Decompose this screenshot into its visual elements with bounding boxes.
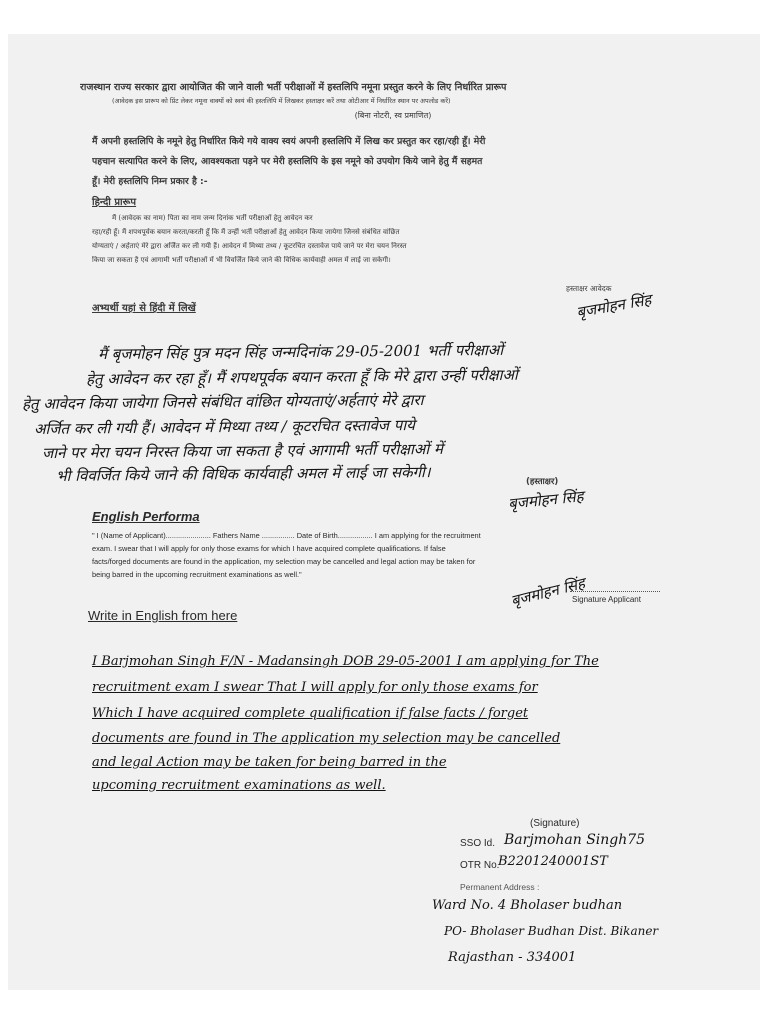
english-hand-line-2: recruitment exam I swear That I will apply for only those exams for (92, 680, 538, 695)
hindi-hand-line-1: मैं बृजमोहन सिंह पुत्र मदन सिंह जन्मदिनांक 29-05-2001 भर्ती परीक्षाओं (97, 340, 504, 364)
hindi-hand-signature: बृजमोहन सिंह (507, 487, 585, 513)
sso-value: Barjmohan Singh75 (504, 832, 646, 848)
intro-line-2: पहचान सत्यापित करने के लिए, आवश्यकता पड़ने पर मेरी हस्तलिपि के इस नमूने को उपयोग किये जाने हेतु मैं सहमत (92, 156, 483, 167)
section-title-hindi: हिन्दी प्रारूप (92, 197, 137, 208)
hindi-sig-label: हस्ताक्षर आवेदक (566, 284, 612, 293)
format-line-4: किया जा सकता है एवं आगामी भर्ती परीक्षाओं में भी विवर्जित किये जाने की विधिक कार्यवाही अमल में लाई जा सकेगी। (92, 256, 391, 264)
english-hand-line-3: Which I have acquired complete qualification if false facts / forget (92, 706, 529, 721)
address-line-2: PO- Bholaser Budhan Dist. Bikaner (444, 924, 659, 938)
english-hand-line-1: I Barjmohan Singh F/N - Madansingh DOB 29-05-2001 I am applying for The (92, 654, 599, 669)
performa-line-4: being barred in the upcoming recruitment examinations as well." (92, 570, 302, 579)
address-line-3: Rajasthan - 334001 (448, 950, 577, 965)
performa-line-3: facts/forged documents are found in the application, my selection may be cancelled and legal action may be taken for (92, 557, 476, 566)
hindi-hand-line-6: भी विवर्जित किये जाने की विधिक कार्यवाही अमल में लाई जा सकेगी। (55, 463, 431, 485)
signature-line (570, 591, 660, 592)
hindi-hand-line-5: जाने पर मेरा चयन निरस्त किया जा सकता है एवं आगामी भर्ती परीक्षाओं में (41, 439, 444, 463)
intro-line-1: मैं अपनी हस्तलिपि के नमूने हेतु निर्धारित किये गये वाक्य स्वयं अपनी हस्तलिपि में लिख कर प्रस्तुत कर रहा/रही हूँ। मेरी (92, 136, 486, 147)
performa-line-1: " I (Name of Applicant)...................... Fathers Name ................ Date of Birth................. I am applying for the recruitment (92, 531, 481, 540)
header-subtitle: (आवेदक इस प्रारूप को प्रिंट लेकर नमूना वाक्यों को स्वयं की हस्तलिपि में लिखकर हस्ताक्षर करें तथा ओटीआर में निर्धारित स्थान पर अपलोड करें) (112, 97, 451, 105)
address-line-1: Ward No. 4 Bholaser budhan (432, 898, 623, 913)
otr-label: OTR No. (460, 860, 500, 871)
intro-line-3: हूँ। मेरी हस्तलिपि निम्न प्रकार है :- (92, 176, 208, 187)
english-signature: बृजमोहन सिंह (508, 574, 587, 610)
hindi-signature: बृजमोहन सिंह (575, 290, 653, 322)
english-hand-line-6: upcoming recruitment examinations as well. (92, 778, 386, 793)
english-write-label: Write in English from here (88, 608, 238, 623)
sso-label: SSO Id. (460, 838, 496, 849)
footer-signature-label: (Signature) (530, 818, 580, 829)
header-title: राजस्थान राज्य सरकार द्वारा आयोजित की जाने वाली भर्ती परीक्षाओं में हस्तलिपि नमूना प्रस्तुत करने के लिए निर्धारित प्रारूप (80, 82, 507, 93)
hindi-hand-line-4: अर्जित कर ली गयी हैं। आवेदन में मिथ्या तथ्य / कूटरचित दस्तावेज पाये (33, 416, 415, 438)
english-hand-line-4: documents are found in The application my selection may be cancelled (92, 731, 561, 746)
hindi-write-label: अभ्यर्थी यहां से हिंदी में लिखें (92, 303, 196, 314)
format-line-2: रहा/रही हूँ। मैं शपथपूर्वक बयान करता/करती हूँ कि मैं उन्हीं भर्ती परीक्षाओं हेतु आवेदन किया जायेगा जिनसे संबंधित वांछित (92, 228, 400, 236)
otr-value: B2201240001ST (498, 854, 608, 869)
format-line-1: मैं (आवेदक का नाम) पिता का नाम जन्म दिनांक भर्ती परीक्षाओं हेतु आवेदन कर (112, 214, 313, 222)
signature-applicant-label: Signature Applicant (572, 595, 641, 604)
hindi-hand-sig-label: (हस्ताक्षर) (526, 477, 559, 487)
hindi-hand-line-2: हेतु आवेदन कर रहा हूँ। मैं शपथपूर्वक बयान करता हूँ कि मेरे द्वारा उन्हीं परीक्षाओं (85, 365, 518, 389)
english-hand-line-5: and legal Action may be taken for being barred in the (92, 755, 447, 770)
header-note: (बिना नोटरी, स्व प्रमाणित) (354, 111, 432, 120)
format-line-3: योग्यताएं / अर्हताएं मेरे द्वारा अर्जित कर ली गयी हैं। आवेदन में मिथ्या तथ्य / कूटरचित दस्तावेज पाये जाने पर मेरा चयन निरस्त (92, 242, 407, 250)
english-performa-title: English Performa (92, 509, 200, 524)
performa-line-2: exam. I swear that I will apply for only those exams for which I have acquired complete qualifications. If false (92, 544, 446, 553)
address-label: Permanent Address : (460, 882, 540, 892)
hindi-hand-line-3: हेतु आवेदन किया जायेगा जिनसे संबंधित वांछित योग्यताएं/अर्हताएं मेरे द्वारा (21, 390, 424, 414)
document-page (8, 34, 760, 990)
